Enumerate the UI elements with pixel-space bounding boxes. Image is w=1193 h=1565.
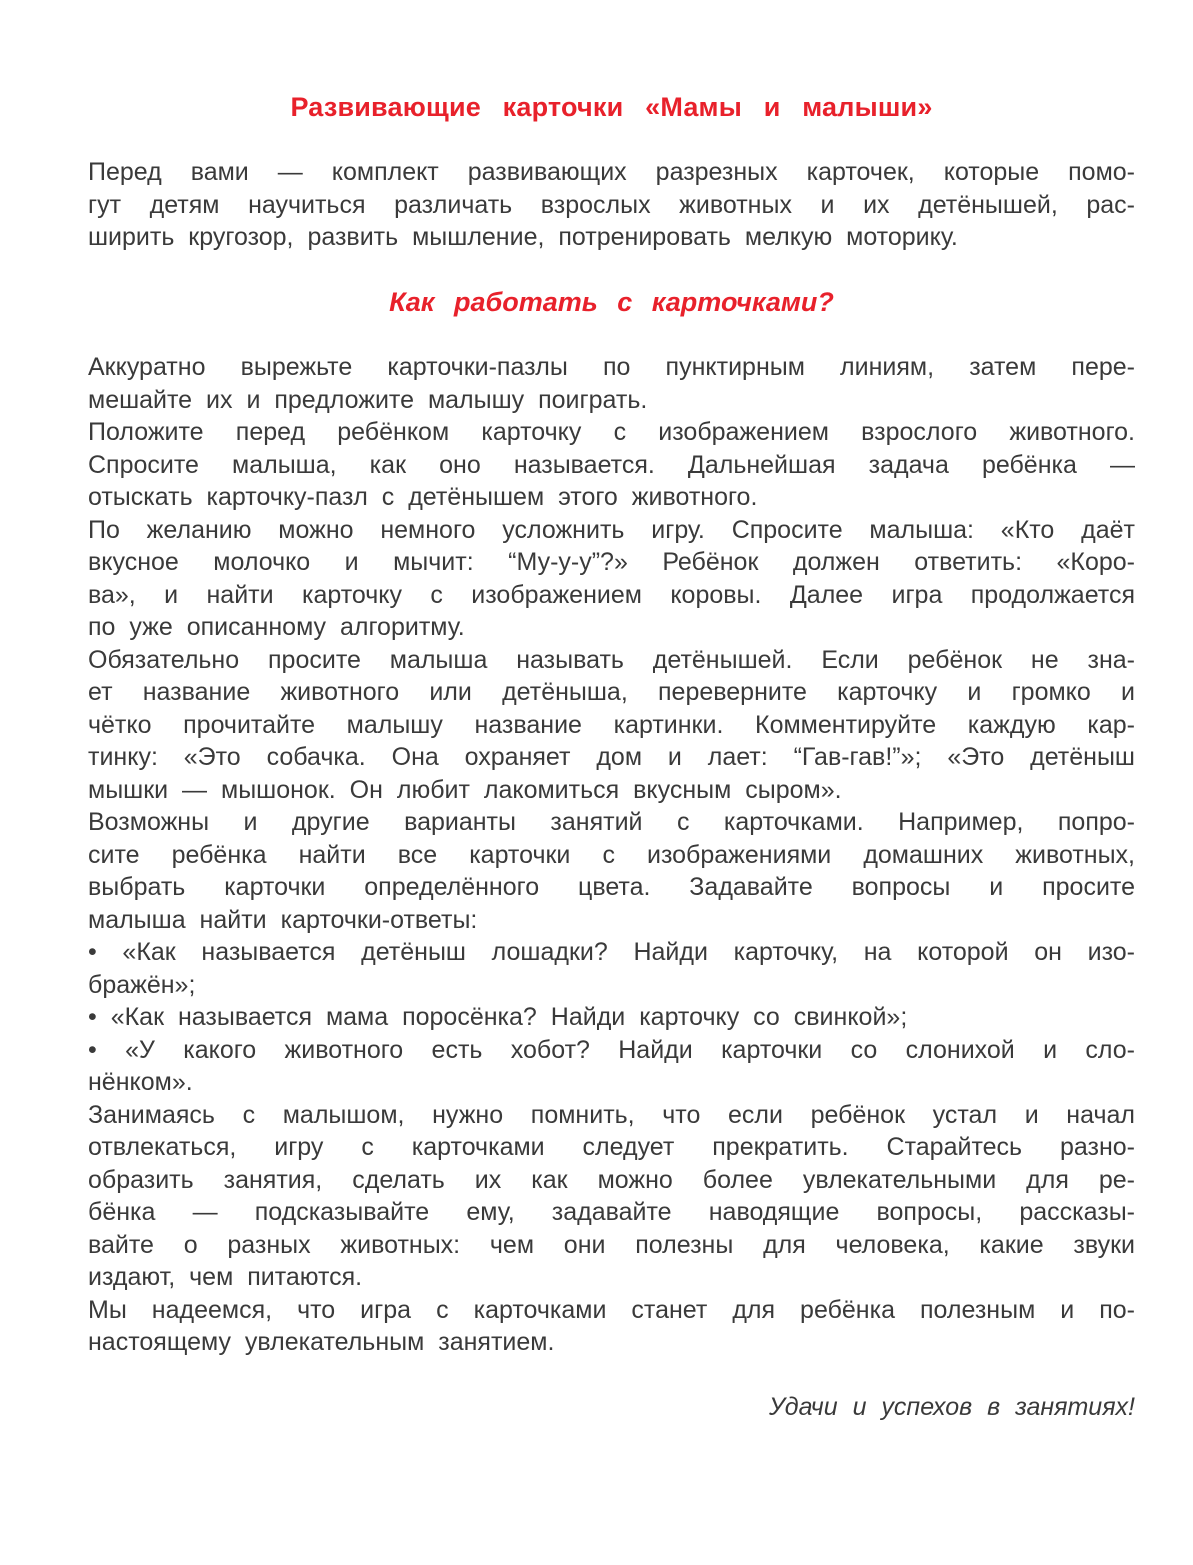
page-title: Развивающие карточки «Мамы и малыши»	[290, 92, 933, 122]
text-line: малыша найти карточки-ответы:	[88, 905, 478, 934]
text-line: бёнка — подсказывайте ему, задавайте наводящие вопросы, рассказы-	[88, 1198, 1135, 1226]
text-line: нёнком».	[88, 1068, 193, 1096]
text-line: Обязательно просите малыша называть детёнышей. Если ребёнок не зна-	[88, 645, 1135, 674]
section-heading: Как работать с карточками?	[389, 287, 834, 317]
text-line: ет название животного или детёныша, переверните карточку и громко и	[88, 678, 1135, 706]
text-line: отыскать карточку-пазл с детёнышем этого животного.	[88, 483, 758, 511]
text-line: вайте о разных животных: чем они полезны для человека, какие звуки	[88, 1230, 1135, 1259]
text-line: сите ребёнка найти все карточки с изображениями домашних животных,	[88, 840, 1135, 869]
spacer	[88, 124, 1135, 157]
bullet-line: • «Как называется детёныш лошадки? Найди карточку, на которой он изо-	[88, 938, 1135, 966]
text-line: по уже описанному алгоритму.	[88, 613, 465, 641]
text-line: Спросите малыша, как оно называется. Дальнейшая задача ребёнка —	[88, 450, 1135, 479]
text-line: Аккуратно вырежьте карточки-пазлы по пунктирным линиям, затем пере-	[88, 353, 1135, 381]
text-line: образить занятия, сделать их как можно более увлекательными для ре-	[88, 1165, 1135, 1194]
text-line: выбрать карточки определённого цвета. Задавайте вопросы и просите	[88, 873, 1135, 901]
text-line: Перед вами — комплект развивающих разрезных карточек, которые помо-	[88, 158, 1135, 186]
instructions-text	[88, 351, 1135, 1359]
spacer	[88, 254, 1135, 287]
text-line: вкусное молочко и мычит: “Му-у-у”?» Ребёнок должен ответить: «Коро-	[88, 548, 1135, 576]
bullet-line: • «У какого животного есть хобот? Найди карточки со слонихой и сло-	[88, 1035, 1135, 1064]
text-line: гут детям научиться различать взрослых животных и их детёнышей, рас-	[88, 190, 1135, 219]
closing-line: Удачи и успехов в занятиях!	[769, 1393, 1135, 1421]
text-line: бражён»;	[88, 970, 196, 999]
text-line: ва», и найти карточку с изображением коровы. Далее игра продолжается	[88, 580, 1135, 609]
text-line: настоящему увлекательным занятием.	[88, 1328, 555, 1356]
text-line: Занимаясь с малышом, нужно помнить, что если ребёнок устал и начал	[88, 1100, 1135, 1129]
intro-paragraph	[88, 156, 1135, 254]
text-line: чётко прочитайте малышу название картинки. Комментируйте каждую кар-	[88, 710, 1135, 739]
spacer	[88, 319, 1135, 352]
text-line: Мы надеемся, что игра с карточками станет для ребёнка полезным и по-	[88, 1295, 1135, 1324]
text-line: ширить кругозор, развить мышление, потренировать мелкую моторику.	[88, 223, 958, 251]
text-line: Положите перед ребёнком карточку с изображением взрослого животного.	[88, 418, 1135, 446]
bullet-line: • «Как называется мама поросёнка? Найди карточку со свинкой»;	[88, 1003, 908, 1031]
text-line: издают, чем питаются.	[88, 1263, 363, 1291]
text-line: По желанию можно немного усложнить игру. Спросите малыша: «Кто даёт	[88, 515, 1135, 544]
text-line: отвлекаться, игру с карточками следует прекратить. Старайтесь разно-	[88, 1133, 1135, 1161]
document-content	[88, 91, 1135, 1424]
text-line: тинку: «Это собачка. Она охраняет дом и лает: “Гав-гав!”»; «Это детёныш	[88, 743, 1135, 771]
text-line: мешайте их и предложите малышу поиграть.	[88, 385, 648, 414]
spacer	[88, 1359, 1135, 1392]
text-line: Возможны и другие варианты занятий с карточками. Например, попро-	[88, 808, 1135, 836]
text-line: мышки — мышонок. Он любит лакомиться вкусным сыром».	[88, 775, 842, 804]
